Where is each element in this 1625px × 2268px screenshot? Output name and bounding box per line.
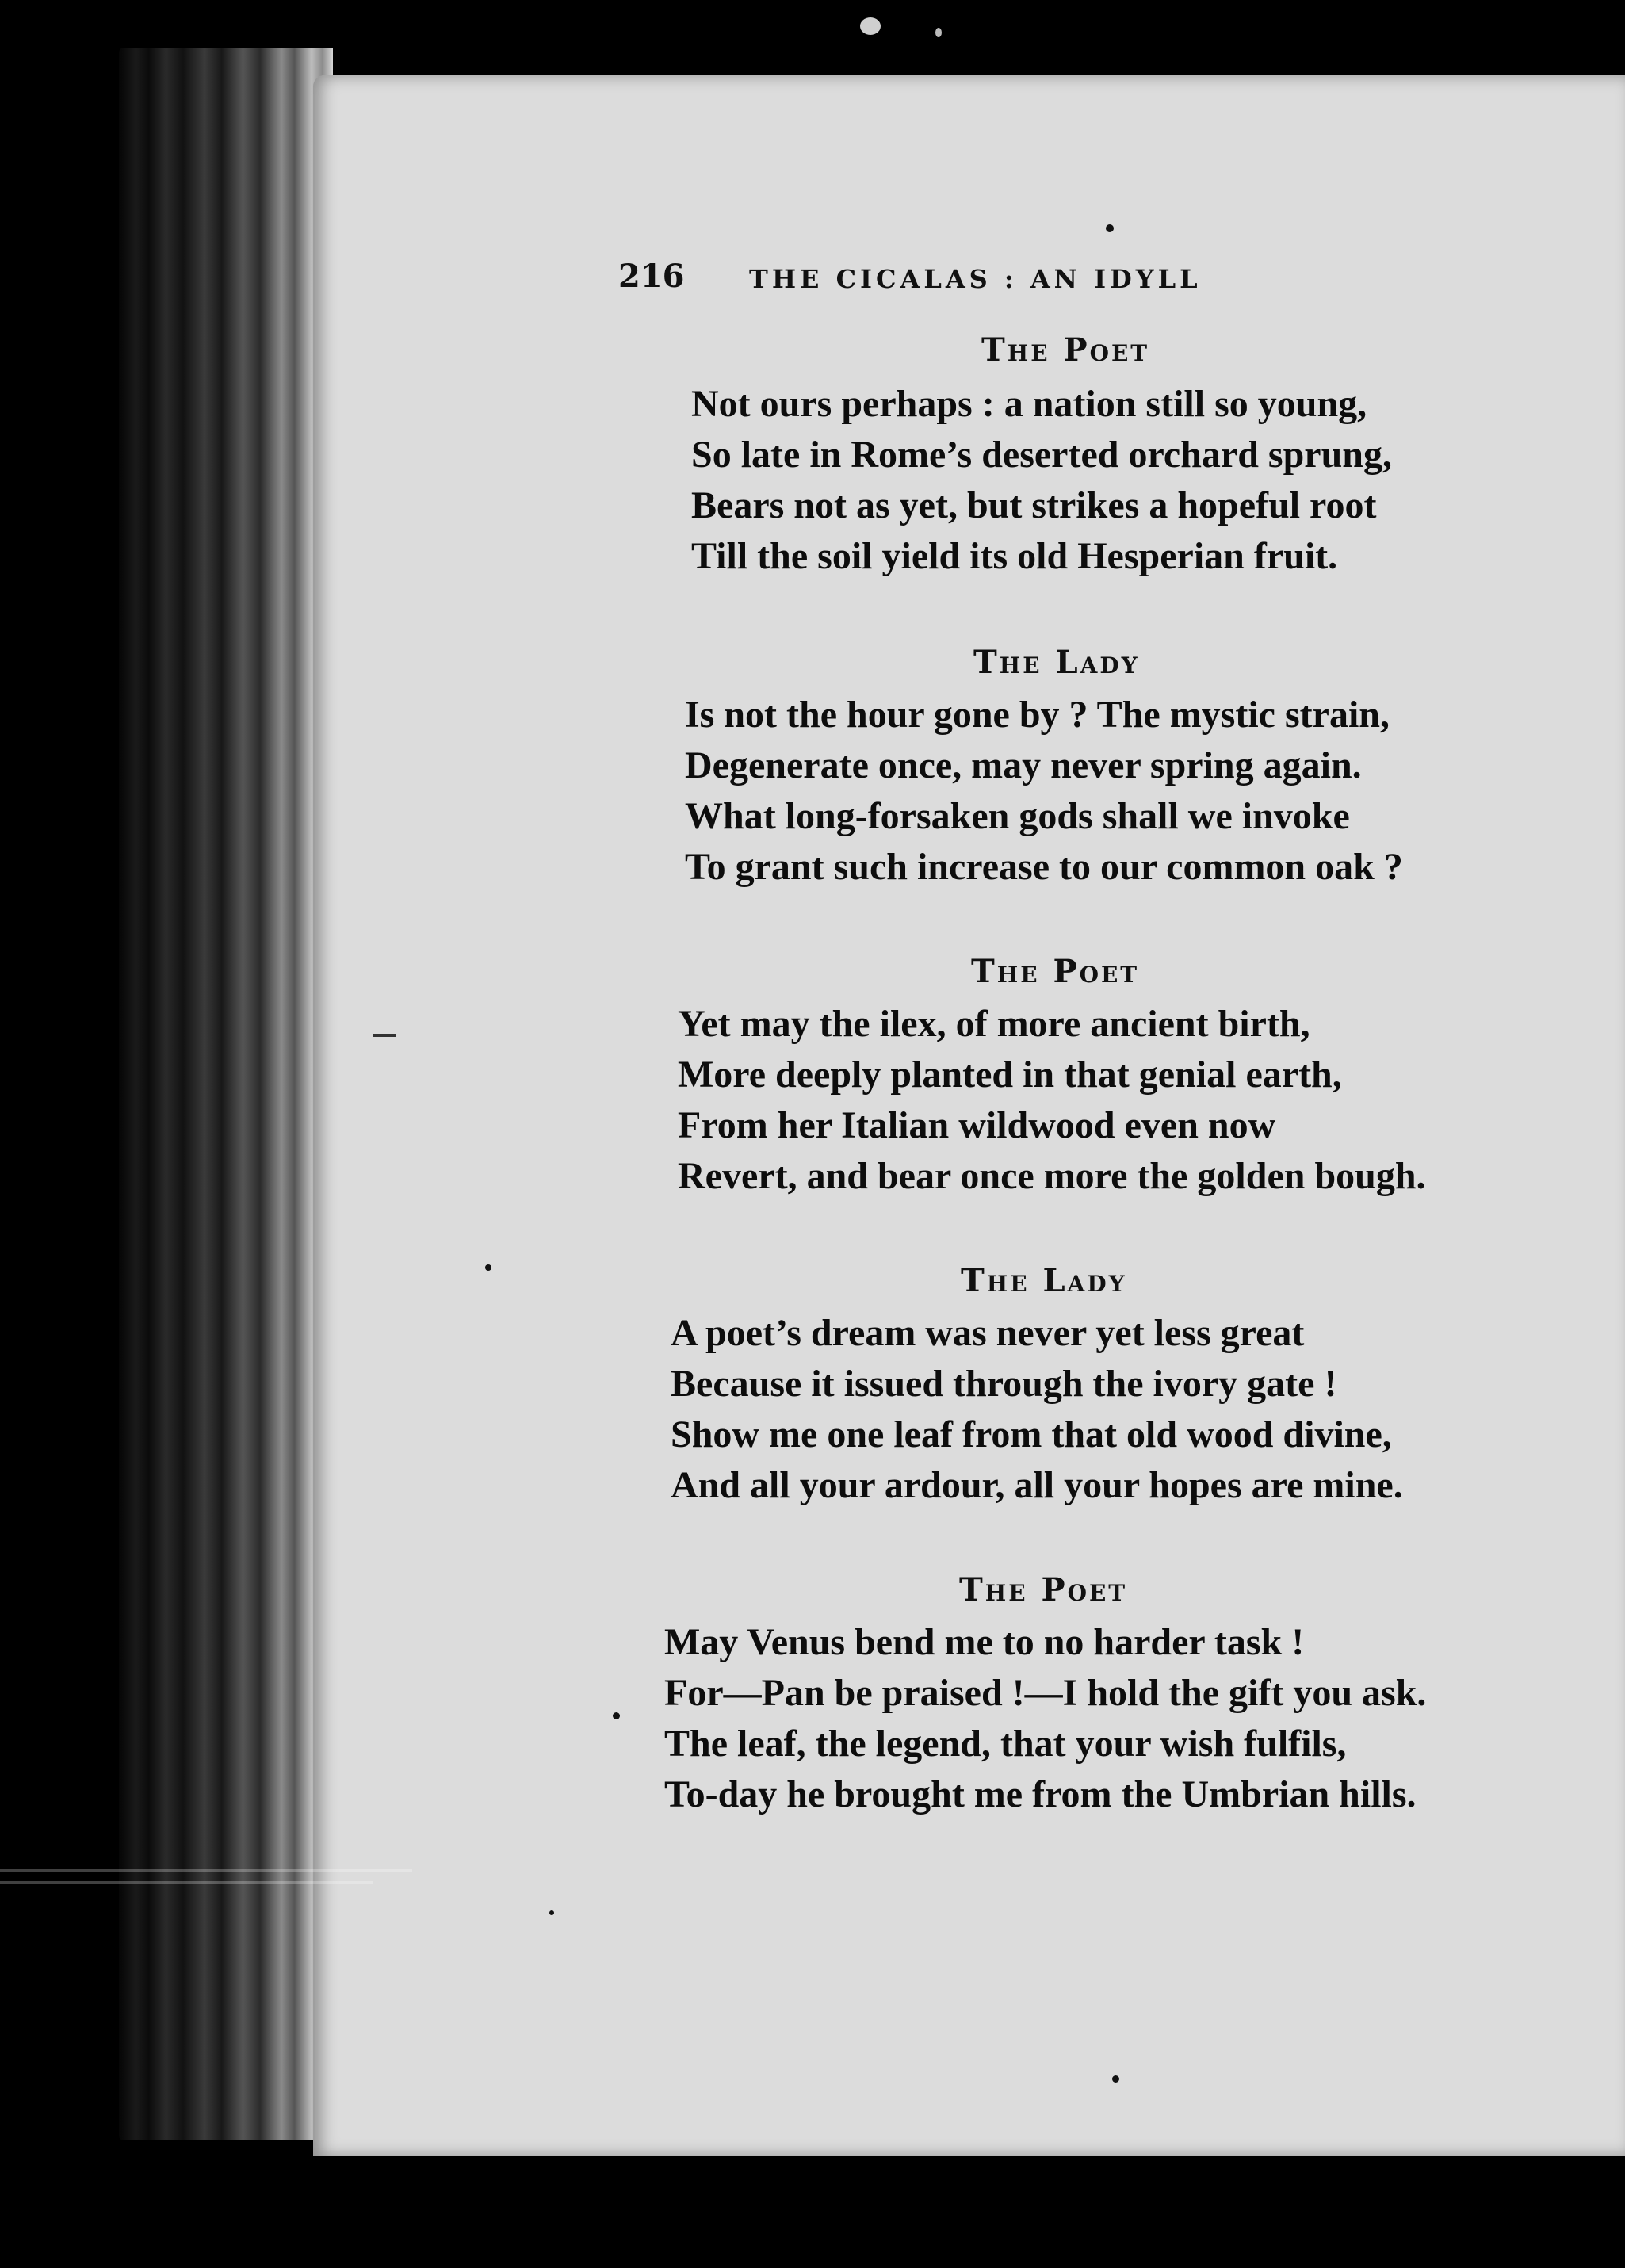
- speaker-label: The Lady: [961, 1262, 1127, 1299]
- verse-line: Because it issued through the ivory gate !: [671, 1363, 1337, 1405]
- speaker-label: The Poet: [971, 953, 1140, 990]
- speck: [1112, 2075, 1119, 2083]
- stanza: [691, 379, 1392, 582]
- verse-line: More deeply planted in that genial earth,: [678, 1054, 1342, 1096]
- speck: [485, 1264, 491, 1271]
- verse-line: To-day he brought me from the Umbrian hills.: [664, 1773, 1417, 1815]
- verse-line: Not ours perhaps : a nation still so young,: [691, 383, 1367, 425]
- verse-line: Till the soil yield its old Hesperian fruit.: [691, 535, 1338, 577]
- verse-line: May Venus bend me to no harder task !: [664, 1621, 1305, 1663]
- verse-line: So late in Rome’s deserted orchard sprung,: [691, 434, 1392, 476]
- verse-line: And all your ardour, all your hopes are mine.: [671, 1464, 1403, 1506]
- verse-line: For—Pan be praised !—I hold the gift you ask.: [664, 1672, 1427, 1714]
- verse-line: What long-forsaken gods shall we invoke: [685, 795, 1350, 837]
- verse-line: Yet may the ilex, of more ancient birth,: [678, 1003, 1310, 1045]
- speck: [935, 28, 942, 37]
- stanza: [685, 690, 1403, 893]
- margin-mark: [373, 1034, 396, 1037]
- verse-line: From her Italian wildwood even now: [678, 1104, 1276, 1146]
- scan-line: [0, 1869, 412, 1872]
- verse-line: Revert, and bear once more the golden bough.: [678, 1155, 1426, 1197]
- stanza: [664, 1617, 1426, 1820]
- scan-line: [0, 1881, 373, 1884]
- verse-line: A poet’s dream was never yet less great: [671, 1312, 1305, 1354]
- verse-line: Show me one leaf from that old wood divine,: [671, 1413, 1392, 1455]
- stanza: [678, 999, 1426, 1202]
- page-header: [618, 258, 1411, 305]
- speck: [860, 17, 881, 35]
- speaker-label: The Lady: [973, 644, 1140, 681]
- verse-line: The leaf, the legend, that your wish fulfils,: [664, 1723, 1347, 1765]
- verse-line: Bears not as yet, but strikes a hopeful root: [691, 484, 1377, 526]
- verse-line: To grant such increase to our common oak ?: [685, 846, 1403, 888]
- page-edges: [119, 48, 333, 2140]
- speaker-label: The Poet: [981, 331, 1150, 369]
- page-number: 216: [618, 258, 685, 295]
- speck: [549, 1910, 554, 1915]
- speck: [1106, 224, 1114, 232]
- verse-line: Is not the hour gone by ? The mystic strain,: [685, 694, 1390, 736]
- stanza: [671, 1308, 1403, 1511]
- speaker-label: The Poet: [959, 1571, 1128, 1608]
- speck: [613, 1712, 620, 1719]
- verse-line: Degenerate once, may never spring again.: [685, 744, 1362, 786]
- running-title: THE CICALAS : AN IDYLL: [749, 264, 1202, 294]
